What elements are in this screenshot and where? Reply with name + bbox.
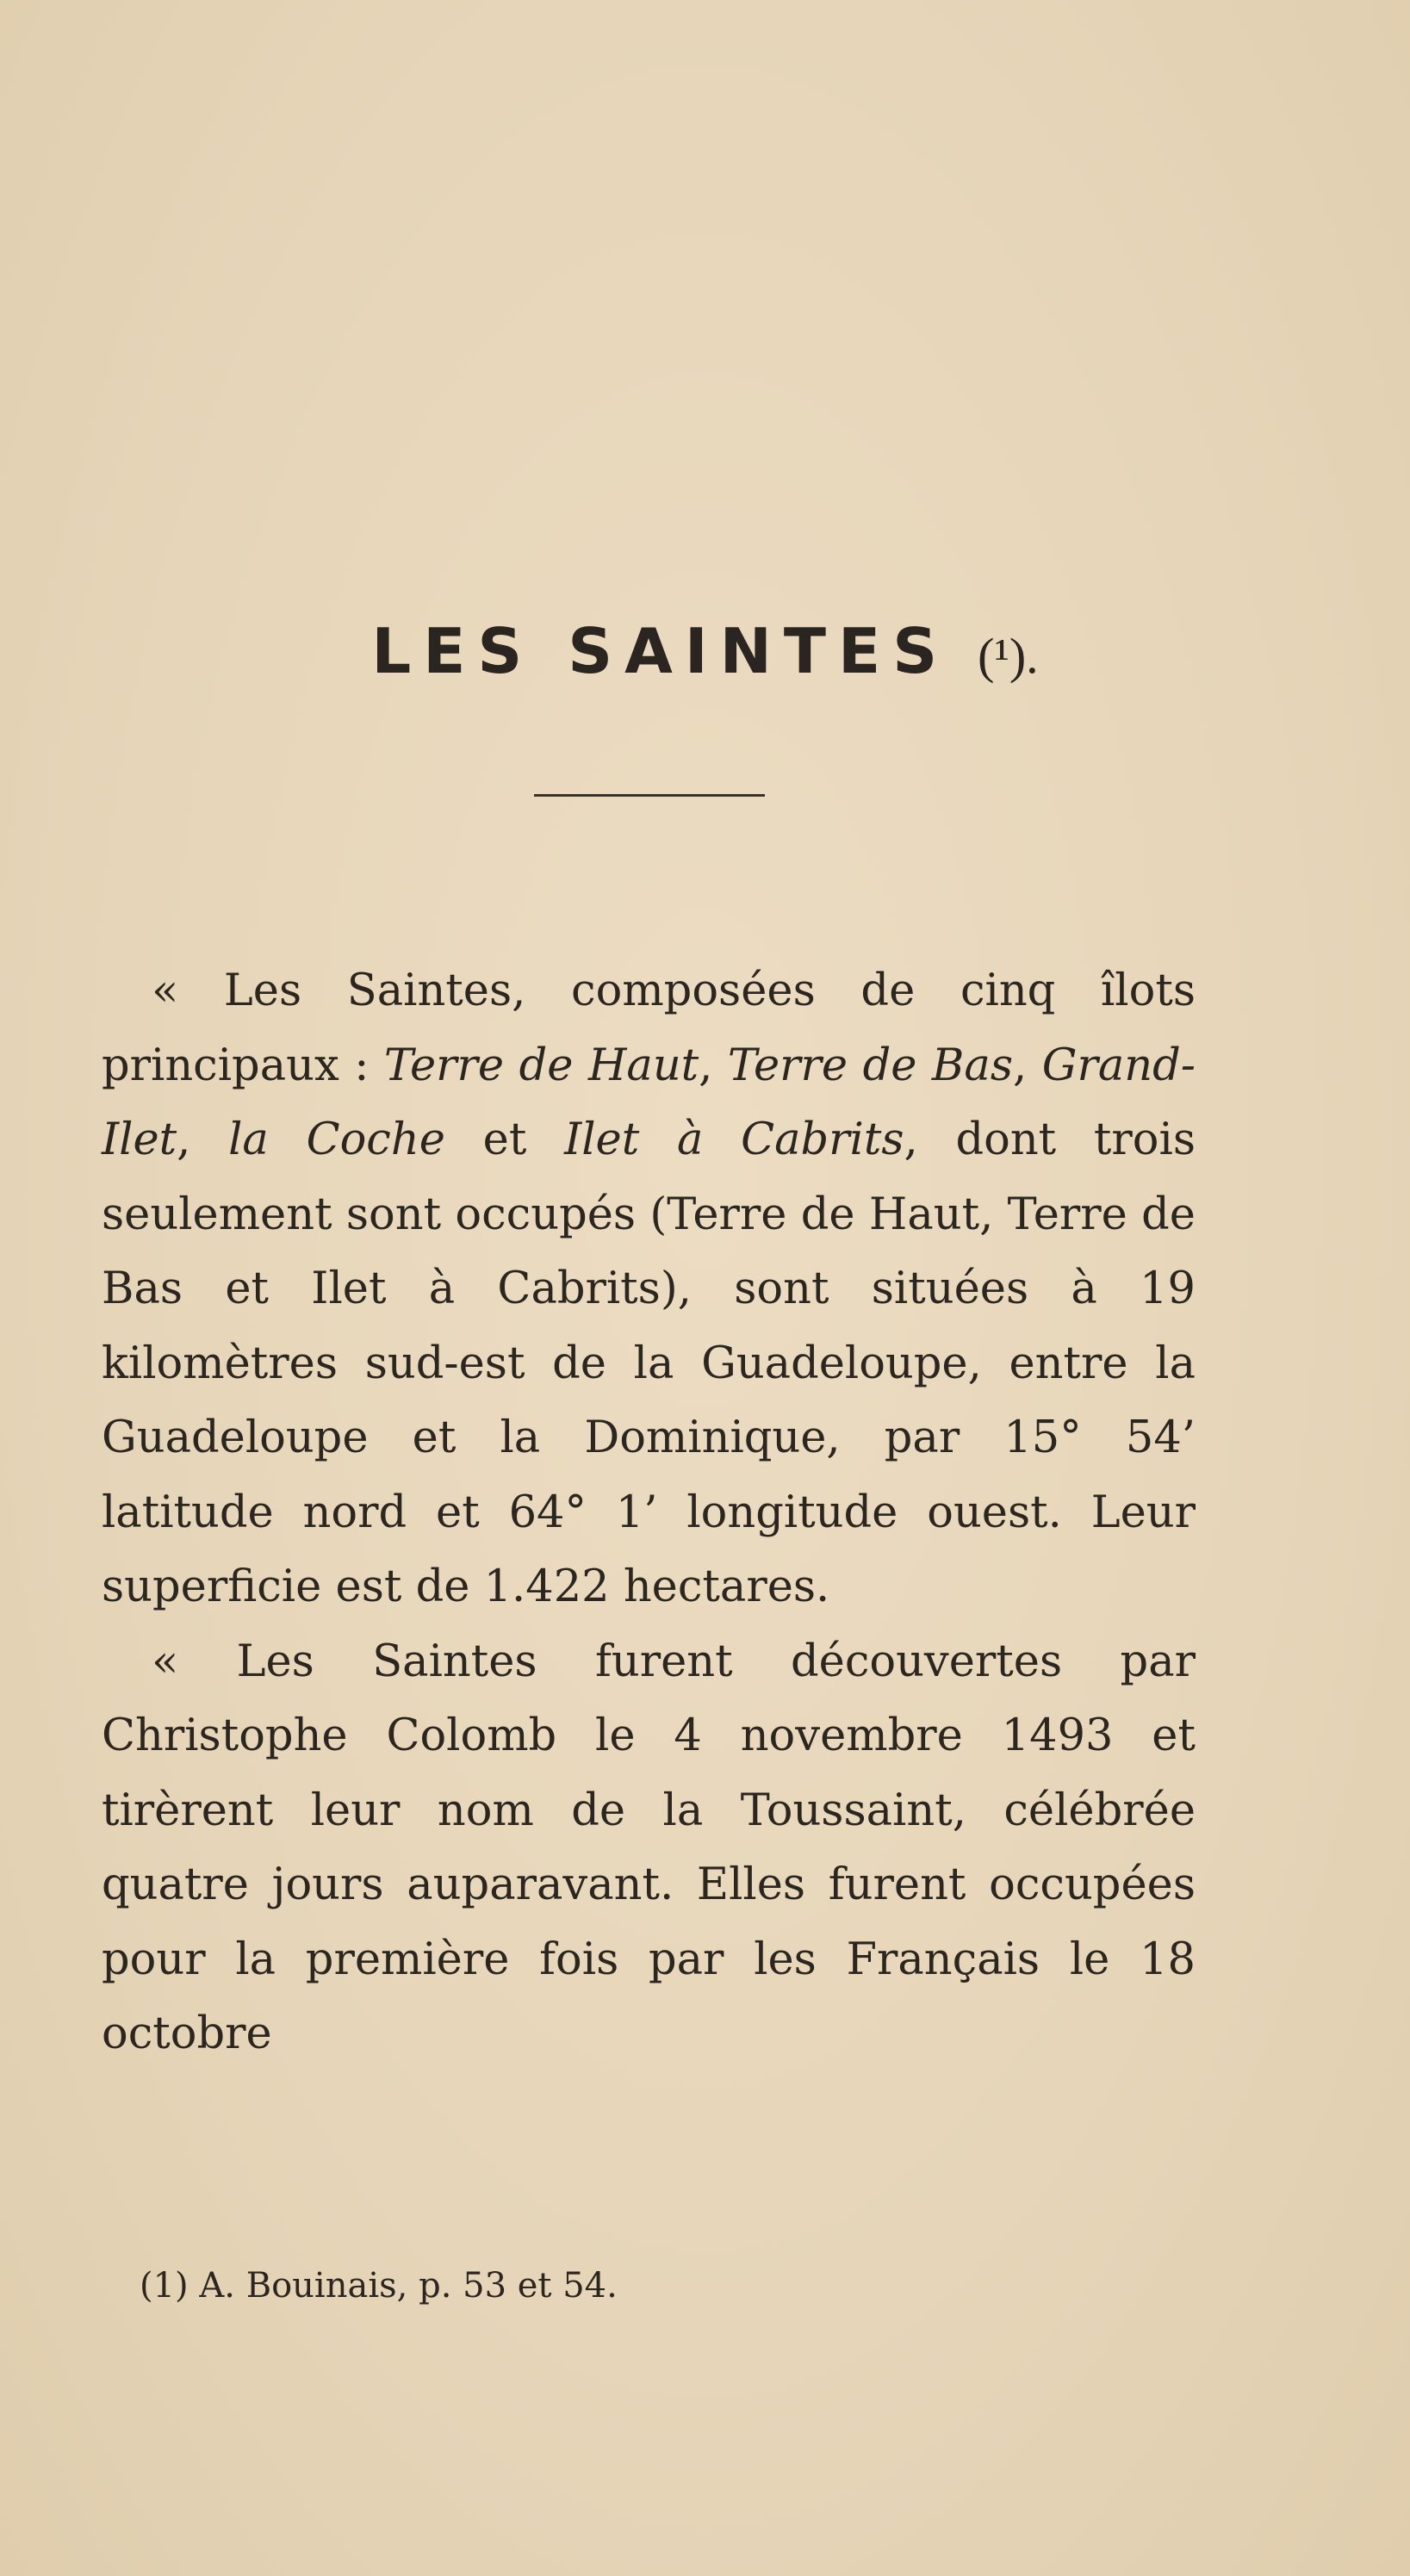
paragraph-1-text-a: Les Saintes, composées de cinq îlots principaux : [102, 965, 1196, 1091]
place-terre-de-haut: Terre de Haut [383, 1040, 699, 1091]
chapter-title-text: LES SAINTES [371, 615, 950, 687]
place-ilet-a-cabrits: Ilet à Cabrits [564, 1114, 904, 1165]
paragraph-1-text-b: , dont trois seulement sont occupés (Terre de Haut, Terre de Bas et Ilet à Cabrits), sont situées à 19 kilomètres sud-est de la Guadeloupe, entre la Guadeloupe et la Dominique, par 15° 54’ latitude nord et 64° 1’ longitude ouest. Leur superficie est de 1.422 hectares. [102, 1114, 1196, 1612]
paragraph-1-sep-4: et [444, 1114, 565, 1165]
paragraph-1 [102, 954, 1196, 1625]
footnote: (1) A. Bouinais, p. 53 et 54. [140, 2266, 618, 2306]
chapter-title [0, 615, 1410, 687]
title-footnote-reference: (¹). [978, 628, 1039, 684]
place-la-coche: la Coche [228, 1114, 445, 1165]
paragraph-1-sep-2: , [1013, 1040, 1042, 1091]
paragraph-2: « Les Saintes furent découvertes par Christophe Colomb le 4 novembre 1493 et tirèrent leur nom de la Toussaint, célébrée quatre jours auparavant. Elles furent occupées pour la première fois par les Français le 18 octobre [102, 1636, 1196, 2059]
paragraph-1-sep-1: , [699, 1040, 728, 1091]
place-grand-ilet: Grand-Ilet [102, 1040, 1196, 1165]
paragraph-1-sep-3: , [177, 1114, 229, 1165]
place-terre-de-bas: Terre de Bas [727, 1040, 1013, 1091]
title-divider [534, 794, 765, 797]
paragraph-1-quote: « [152, 965, 224, 1016]
body-text [102, 954, 1196, 2072]
